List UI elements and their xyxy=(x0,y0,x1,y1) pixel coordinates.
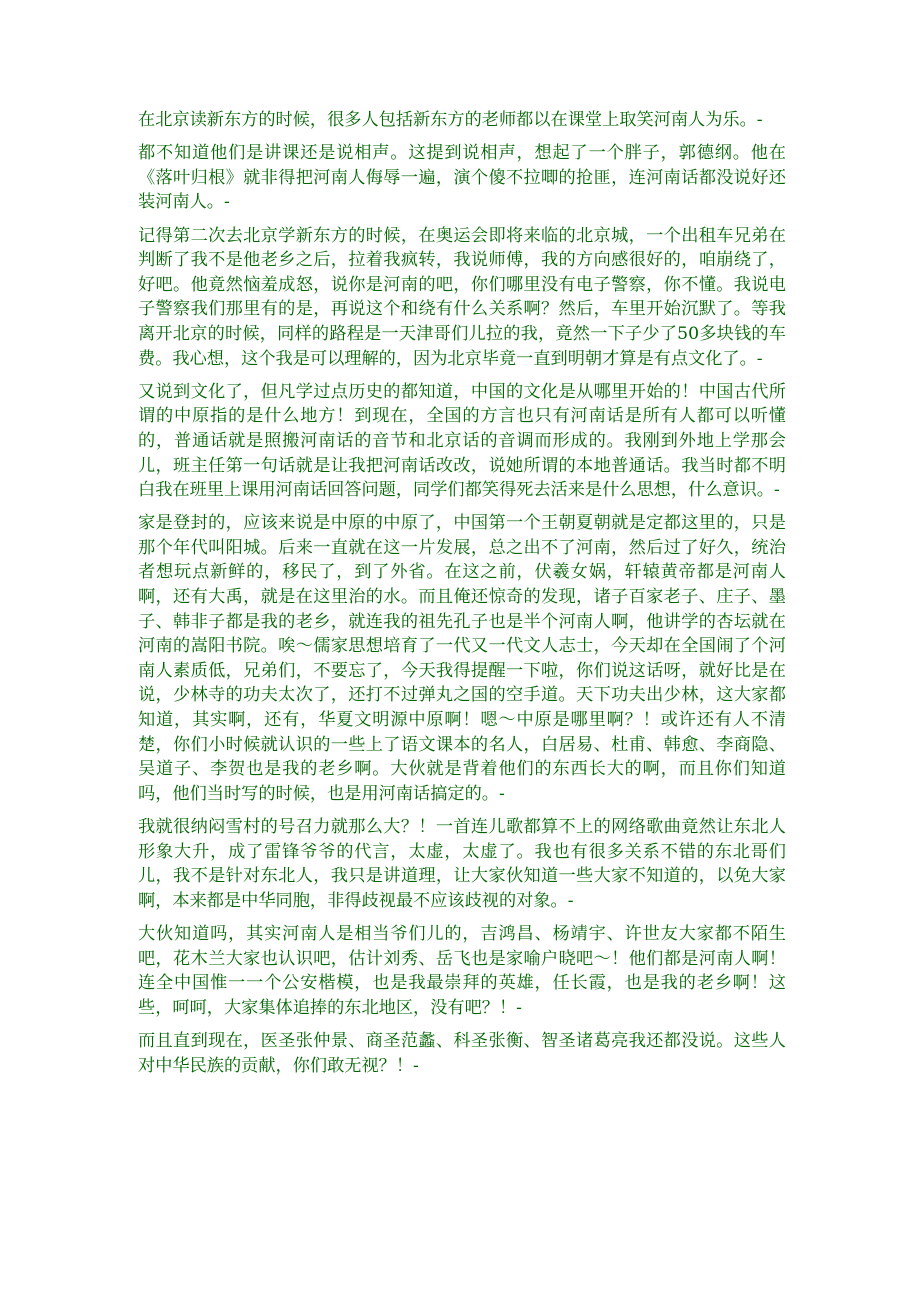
paragraph-6: 我就很纳闷雪村的号召力就那么大？！一首连儿歌都算不上的网络歌曲竟然让东北人形象大升，成了雷锋爷爷的代言，太虚，太虚了。我也有很多关系不错的东北哥们儿，我不是针对东北人，我只是讲道理，让大家伙知道一些大家不知道的，以免大家啊，本来都是中华同胞，非得歧视最不应该歧视的对象。- xyxy=(138,817,786,911)
paragraph-1: 在北京读新东方的时候，很多人包括新东方的老师都以在课堂上取笑河南人为乐。- xyxy=(138,110,763,130)
paragraph-8: 而且直到现在，医圣张仲景、商圣范蠡、科圣张衡、智圣诸葛亮我还都没说。这些人对中华民族的贡献，你们敢无视？！- xyxy=(138,1030,786,1076)
document-body xyxy=(138,108,786,1087)
paragraph-2: 都不知道他们是讲课还是说相声。这提到说相声，想起了一个胖子，郭德纲。他在《落叶归根》就非得把河南人侮辱一遍，演个傻不拉唧的抢匪，连河南话都没说好还装河南人。- xyxy=(138,143,786,213)
paragraph-4: 又说到文化了，但凡学过点历史的都知道，中国的文化是从哪里开始的！中国古代所谓的中原指的是什么地方！到现在，全国的方言也只有河南话是所有人都可以听懂的，普通话就是照搬河南话的音节和北京话的音调而形成的。我刚到外地上学那会儿，班主任第一句话就是让我把河南话改改，说她所谓的本地普通话。我当时都不明白我在班里上课用河南话回答问题，同学们都笑得死去活来是什么思想，什么意识。- xyxy=(138,381,786,501)
paragraph-5: 家是登封的，应该来说是中原的中原了，中国第一个王朝夏朝就是定都这里的，只是那个年代叫阳城。后来一直就在这一片发展，总之出不了河南，然后过了好久，统治者想玩点新鲜的，移民了，到了外省。在这之前，伏羲女娲，轩辕黄帝都是河南人啊，还有大禹，就是在这里治的水。而且俺还惊奇的发现，诸子百家老子、庄子、墨子、韩非子都是我的老乡，就连我的祖先孔子也是半个河南人啊，他讲学的杏坛就在河南的嵩阳书院。唉～儒家思想培育了一代又一代文人志士，今天却在全国闹了个河南人素质低，兄弟们，不要忘了，今天我得提醒一下啦，你们说这话呀，就好比是在说，少林寺的功夫太次了，还打不过弹丸之国的空手道。天下功夫出少林，这大家都知道，其实啊，还有，华夏文明源中原啊！嗯～中原是哪里啊？！或许还有人不清楚，你们小时候就认识的一些上了语文课本的名人，白居易、杜甫、韩愈、李商隐、吴道子、李贺也是我的老乡啊。大伙就是背着他们的东西长大的啊，而且你们知道吗，他们当时写的时候，也是用河南话搞定的。- xyxy=(138,513,786,804)
paragraph-7: 大伙知道吗，其实河南人是相当爷们儿的，吉鸿昌、杨靖宇、许世友大家都不陌生吧，花木兰大家也认识吧，估计刘秀、岳飞也是家喻户晓吧～！他们都是河南人啊！连全中国惟一一个公安楷模，也是我最崇拜的英雄，任长霞，也是我的老乡啊！这些，呵呵，大家集体追捧的东北地区，没有吧？！- xyxy=(138,923,786,1018)
paragraph-3: 记得第二次去北京学新东方的时候，在奥运会即将来临的北京城，一个出租车兄弟在判断了我不是他老乡之后，拉着我疯转，我说师傅，我的方向感很好的，咱崩绕了，好吧。他竟然恼羞成怒，说你是河南的吧，你们哪里没有电子警察，你不懂。我说电子警察我们那里有的是，再说这个和绕有什么关系啊？然后，车里开始沉默了。等我离开北京的时候，同样的路程是一天津哥们儿拉的我，竟然一下子少了50多块钱的车费。我心想，这个我是可以理解的，因为北京毕竟一直到明朝才算是有点文化了。- xyxy=(138,225,786,369)
